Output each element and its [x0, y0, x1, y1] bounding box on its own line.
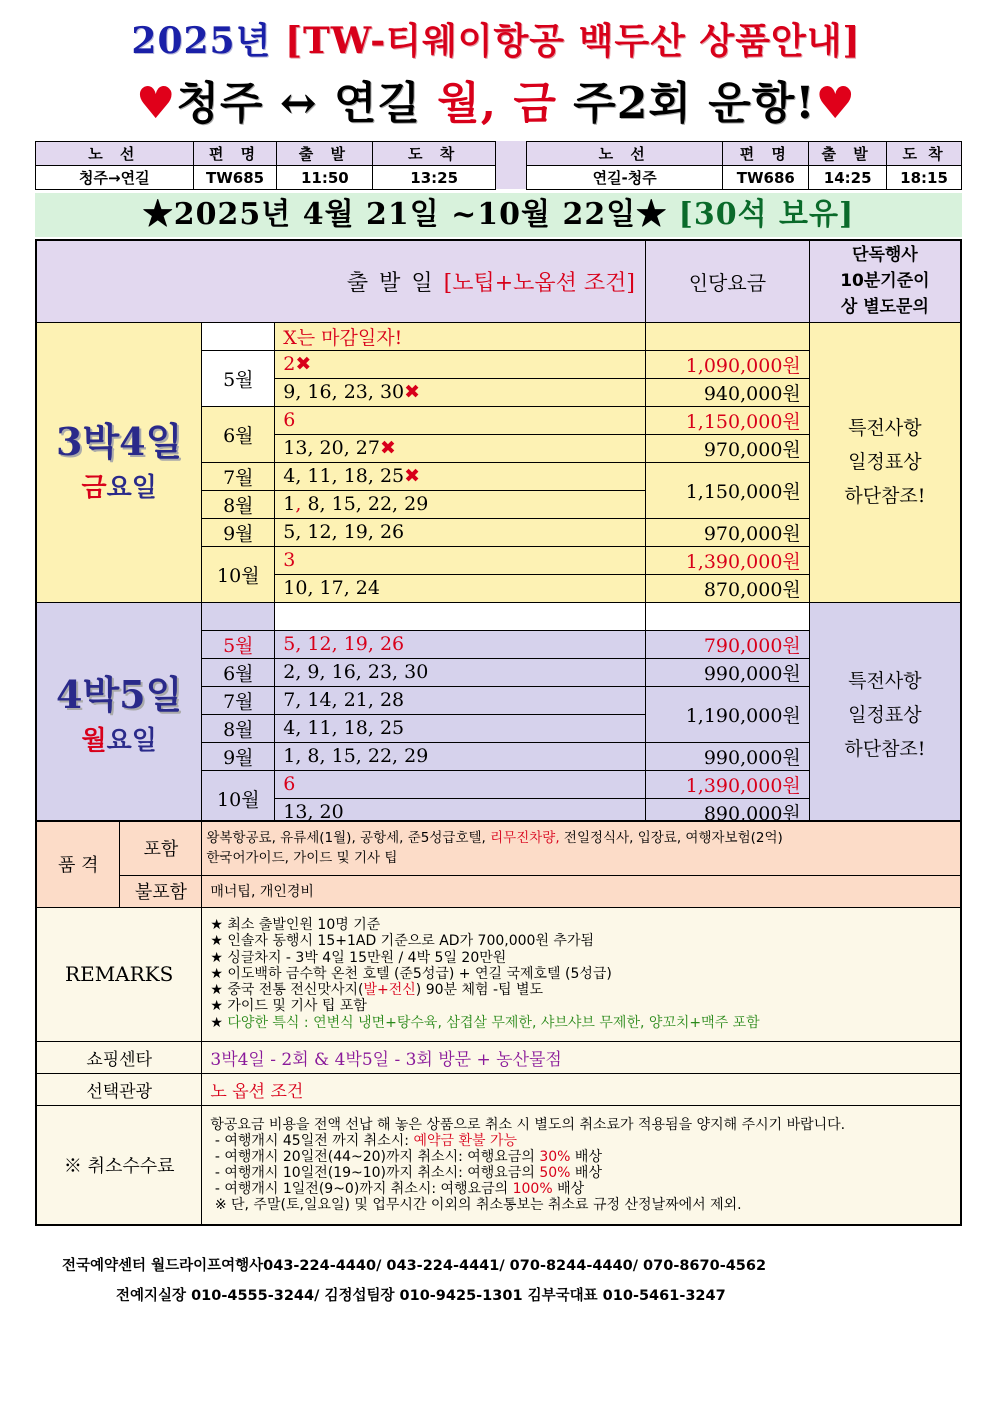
price-cell: 890,000원 — [645, 798, 809, 826]
price-cell: 940,000원 — [645, 378, 809, 406]
condition-label: [노팁+노옵션 조건] — [443, 270, 635, 296]
reservation-center: 전국예약센터 월드라이프여행사043-224-4440/ 043-224-4441/ 070-8244-4440/ 070-8670-4562 — [62, 1258, 767, 1274]
price-cell: 1,390,000원 — [645, 546, 809, 574]
empty-cell — [645, 602, 809, 630]
inbound-arrive: 18:15 — [887, 166, 962, 190]
empty-cell — [202, 602, 275, 630]
dates-cell: 3 — [275, 546, 646, 574]
month-cell: 7월 — [202, 462, 275, 490]
dates-cell: 1, 8, 15, 22, 29 — [275, 490, 646, 518]
grade-label: 품 격 — [36, 821, 120, 907]
closed-x-icon: ✖ — [404, 465, 421, 487]
col-flight: 편 명 — [193, 142, 277, 166]
dates-cell: 5, 12, 19, 26 — [275, 518, 646, 546]
heart-icon: ♥ — [135, 78, 177, 129]
info-table — [35, 820, 962, 1226]
outbound-route: 청주→연길 — [36, 166, 194, 190]
dates-cell: 2✖ — [275, 350, 646, 378]
month-cell: 8월 — [202, 490, 275, 518]
option-text: 노 옵션 조건 — [202, 1073, 961, 1105]
dates-cell: 6 — [275, 770, 646, 798]
title-line-2 — [0, 72, 992, 136]
outbound-depart: 11:50 — [277, 166, 373, 190]
empty-cell — [645, 322, 809, 350]
price-cell: 1,090,000원 — [645, 350, 809, 378]
title-line-1 — [0, 16, 992, 66]
dates-cell: 2, 9, 16, 23, 30 — [275, 658, 646, 686]
price-header: 인당요금 — [645, 240, 809, 322]
month-cell: 5월 — [202, 630, 275, 658]
col-arrive: 도 착 — [373, 142, 496, 166]
price-cell: 870,000원 — [645, 574, 809, 602]
remarks-label: REMARKS — [36, 907, 202, 1041]
staff-contacts: 전예지실장 010-4555-3244/ 김정섭팀장 010-9425-1301 김부국대표 010-5461-3247 — [116, 1288, 726, 1304]
price-cell: 790,000원 — [645, 630, 809, 658]
price-cell: 1,150,000원 — [645, 406, 809, 434]
month-cell: 6월 — [202, 406, 275, 462]
heart-icon: ♥ — [815, 78, 856, 129]
outbound-flight-table — [35, 141, 496, 190]
inbound-flight: TW686 — [723, 166, 809, 190]
dates-cell: 4, 11, 18, 25 — [275, 714, 646, 742]
dates-cell: 13, 20 — [275, 798, 646, 826]
package-3n4d: 3박4일 금요일 — [36, 322, 202, 602]
remarks-list: ★ 최소 출발인원 10명 기준 ★ 인솔자 동행시 15+1AD 기준으로 AD가 700,000원 추가됨 ★ 싱글차지 - 3박 4일 15만원 / 4박 5일 20만원 ★ 이도백하 금수학 온천 호텔 (준5성급) + 연길 국제호텔 (5성급) ★ 중국 전통 전신맛사지(발+전신) 90분 체험 -팁 별도 ★ 가이드 및 기사 팁 포함 ★ 다양한 특식 : 연변식 냉면+탕수육, 삼겹살 무제한, 샤브샤브 무제한, 양꼬치+맥주 포함 — [202, 907, 961, 1041]
departure-header: 출 발 일 [노팁+노옵션 조건] — [36, 240, 645, 322]
exclude-text: 매너팁, 개인경비 — [202, 875, 961, 907]
inbound-depart: 14:25 — [809, 166, 887, 190]
include-text: 왕복항공료, 유류세(1월), 공항세, 준5성급호텔, 리무진차량, 전일정식사, 입장료, 여행자보험(2억) 한국어가이드, 가이드 및 기사 팁 — [202, 821, 961, 875]
period-banner — [35, 193, 962, 237]
empty-cell — [202, 322, 275, 350]
package-4n5d: 4박5일 월요일 — [36, 602, 202, 828]
month-cell: 10월 — [202, 770, 275, 826]
period-range: ★2025년 4월 21일 ~10월 22일★ — [142, 197, 668, 232]
dates-cell: 10, 17, 24 — [275, 574, 646, 602]
price-cell: 970,000원 — [645, 434, 809, 462]
special-note: 특전사항 일정표상 하단참조! — [809, 602, 961, 828]
price-table — [35, 239, 962, 829]
special-note: 특전사항 일정표상 하단참조! — [809, 322, 961, 602]
col-depart: 출 발 — [809, 142, 887, 166]
exclude-label: 불포함 — [120, 875, 202, 907]
month-cell: 7월 — [202, 686, 275, 714]
price-cell: 990,000원 — [645, 658, 809, 686]
title-product: [TW-티웨이항공 백두산 상품안내] — [284, 20, 861, 62]
group-inquiry-header: 단독행사 10분기준이 상 별도문의 — [809, 240, 961, 322]
outbound-flight: TW685 — [193, 166, 277, 190]
month-cell: 9월 — [202, 518, 275, 546]
inbound-flight-table — [526, 141, 962, 190]
title-frequency: 주2회 운항! — [573, 78, 816, 129]
shopping-label: 쇼핑센타 — [36, 1041, 202, 1073]
price-cell: 990,000원 — [645, 742, 809, 770]
option-label: 선택관광 — [36, 1073, 202, 1105]
col-arrive: 도 착 — [887, 142, 962, 166]
closed-note: X는 마감일자! — [275, 322, 646, 350]
empty-cell — [275, 602, 646, 630]
price-cell: 1,390,000원 — [645, 770, 809, 798]
inbound-route: 연길-청주 — [527, 166, 723, 190]
col-depart: 출 발 — [277, 142, 373, 166]
closed-x-icon: ✖ — [404, 381, 421, 403]
closed-x-icon: ✖ — [379, 437, 396, 459]
dates-cell: 7, 14, 21, 28 — [275, 686, 646, 714]
price-cell: 1,150,000원 — [645, 462, 809, 518]
month-cell: 9월 — [202, 742, 275, 770]
title-days: 월, 금 — [437, 78, 557, 129]
dates-cell: 4, 11, 18, 25✖ — [275, 462, 646, 490]
title-route: 청주 ↔ 연길 — [176, 78, 421, 129]
dates-cell: 1, 8, 15, 22, 29 — [275, 742, 646, 770]
col-route: 노 선 — [527, 142, 723, 166]
flight-divider — [496, 141, 526, 189]
month-cell: 5월 — [202, 350, 275, 406]
month-cell: 6월 — [202, 658, 275, 686]
price-cell: 1,190,000원 — [645, 686, 809, 742]
dates-cell: 9, 16, 23, 30✖ — [275, 378, 646, 406]
title-year: 2025년 — [131, 20, 272, 62]
dates-cell: 5, 12, 19, 26 — [275, 630, 646, 658]
outbound-arrive: 13:25 — [373, 166, 496, 190]
col-flight: 편 명 — [723, 142, 809, 166]
col-route: 노 선 — [36, 142, 194, 166]
shopping-text: 3박4일 - 2회 & 4박5일 - 3회 방문 + 농산물점 — [202, 1041, 961, 1073]
dates-cell: 13, 20, 27✖ — [275, 434, 646, 462]
month-cell: 8월 — [202, 714, 275, 742]
cancel-policy: 항공요금 비용을 전액 선납 해 놓은 상품으로 취소 시 별도의 취소료가 적용됨을 양지해 주시기 바랍니다. - 여행개시 45일전 까지 취소시: 예약금 환불 가능 - 여행개시 20일전(44~20)까지 취소시: 여행요금의 30% 배상 - 여행개시 10일전(19~10)까지 취소시: 여행요금의 50% 배상 - 여행개시 1일전(9~0)까지 취소시: 여행요금의 100% 배상 ※ 단, 주말(토,일요일) 및 업무시간 이외의 취소통보는 취소료 규정 산정날짜에서 제외. — [202, 1105, 961, 1225]
closed-x-icon: ✖ — [295, 353, 312, 375]
month-cell: 10월 — [202, 546, 275, 602]
price-cell: 970,000원 — [645, 518, 809, 546]
seats-available: [30석 보유] — [678, 197, 855, 232]
cancel-label: ※ 취소수수료 — [36, 1105, 202, 1225]
dates-cell: 6 — [275, 406, 646, 434]
include-label: 포함 — [120, 821, 202, 875]
